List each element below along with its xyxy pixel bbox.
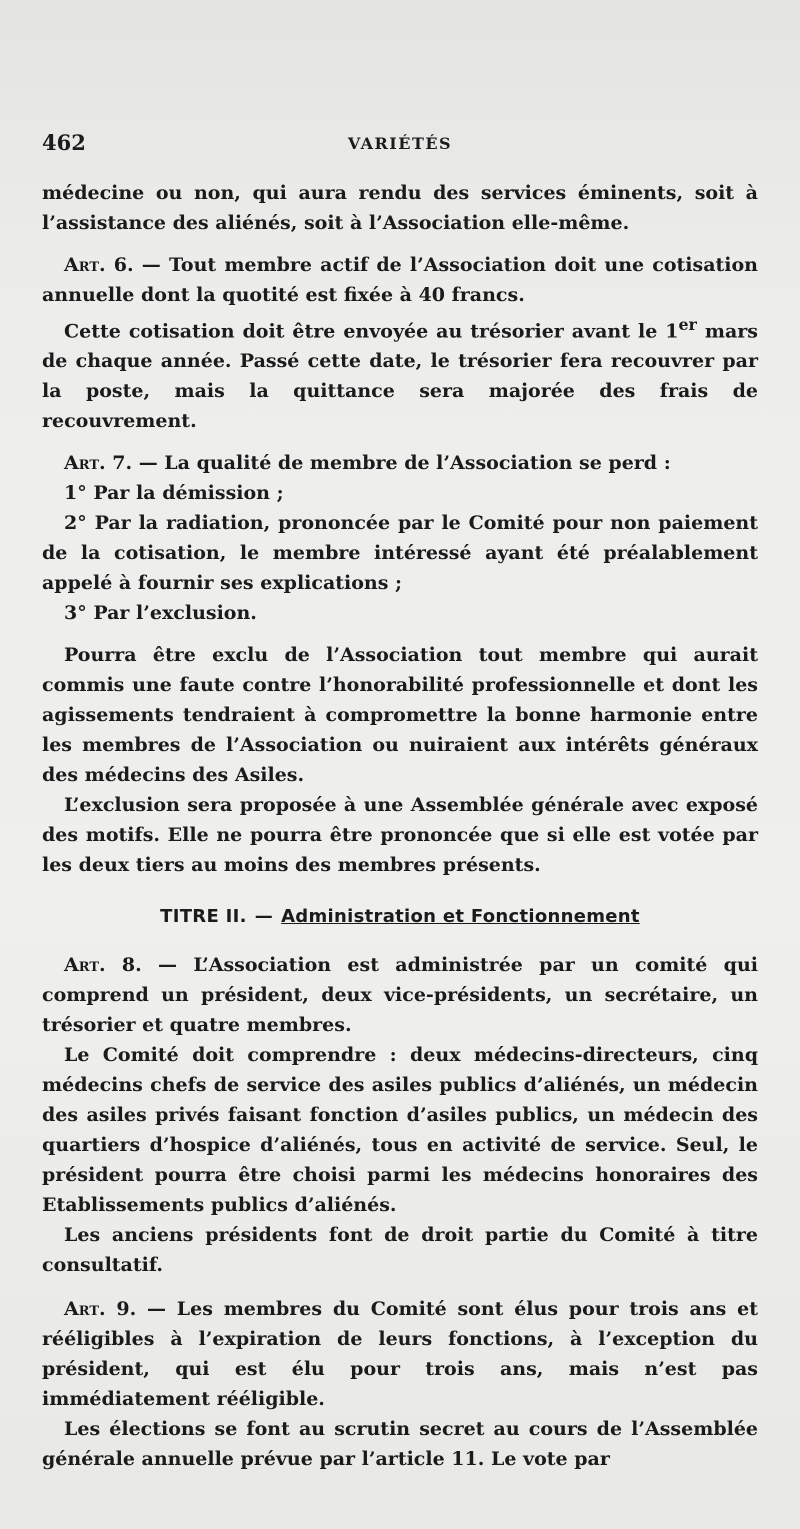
- section-title-prefix: TITRE II.: [160, 906, 247, 928]
- article-6-paragraph-2: [42, 310, 758, 436]
- article-9: [42, 1294, 758, 1414]
- article-6-p2-text-a: Cette cotisation doit être envoyée au trésorier avant le 1: [64, 320, 679, 343]
- article-7-item-2: 2° Par la radiation, prononcée par le Comité pour non paiement de la cotisation, le membre intéressé ayant été préalablement appelé à fournir ses explications ;: [42, 512, 758, 595]
- article-7-label: Art. 7.: [64, 452, 133, 475]
- running-head: VARIÉTÉS: [347, 134, 453, 153]
- article-7: [42, 448, 758, 478]
- article-6-text: — Tout membre actif de l’Association doit une cotisation annuelle dont la quotité est fixée à 40 francs.: [42, 254, 758, 306]
- article-7-item-3: 3° Par l’exclusion.: [64, 602, 257, 625]
- article-6-label: Art. 6.: [64, 254, 134, 276]
- article-6: [42, 250, 758, 310]
- ordinal-superscript: er: [678, 315, 697, 334]
- article-8-label: Art. 8.: [64, 954, 142, 977]
- article-7-paragraph-2: Pourra être exclu de l’Association tout membre qui aurait commis une faute contre l’honorabilité professionnelle et dont les agissements tendraient à compromettre la bonne harmonie entre les membres de l’Association ou nuiraient aux intérêts généraux des médecins des Asiles.: [42, 644, 758, 787]
- article-6-p2-text-b: mars de chaque année. Passé cette date, le trésorier fera recouvrer par la poste, mais la quittance sera majorée des frais de recouvrement.: [42, 320, 758, 433]
- article-7-paragraph-3: L’exclusion sera proposée à une Assemblée générale avec exposé des motifs. Elle ne pourra être prononcée que si elle est votée par les deux tiers au moins des membres présents.: [42, 794, 758, 877]
- page-number: 462: [42, 130, 86, 155]
- paragraph-continuation: médecine ou non, qui aura rendu des services éminents, soit à l’assistance des aliénés, soit à l’Association elle-même.: [42, 182, 758, 234]
- article-9-text: — Les membres du Comité sont élus pour trois ans et rééligibles à l’expiration de leurs fonctions, à l’exception du président, qui est élu pour trois ans, mais n’est pas immédiatement rééligible.: [42, 1298, 758, 1411]
- article-8-paragraph-2: Le Comité doit comprendre : deux médecins-directeurs, cinq médecins chefs de service des asiles publics d’aliénés, un médecin des asiles privés faisant fonction d’asiles publics, un médecin des quartiers d’hospice d’aliénés, tous en activité de service. Seul, le président pourra être choisi parmi les médecins honoraires des Etablissements publics d’aliénés.: [42, 1044, 758, 1217]
- page-header: [42, 130, 758, 164]
- article-9-paragraph-2: Les élections se font au scrutin secret au cours de l’Assemblée générale annuelle prévue par l’article 11. Le vote par: [42, 1418, 758, 1471]
- article-7-item-1: 1° Par la démission ;: [64, 482, 284, 505]
- article-8-paragraph-3: Les anciens présidents font de droit partie du Comité à titre consultatif.: [42, 1224, 758, 1277]
- article-8-text: — L’Association est administrée par un comité qui comprend un président, deux vice-présidents, un secrétaire, un trésorier et quatre membres.: [42, 954, 758, 1037]
- page-body: [42, 178, 758, 1474]
- section-title-name: Administration et Fonctionnement: [281, 906, 640, 928]
- section-title: [42, 902, 758, 932]
- article-7-text: — La qualité de membre de l’Association se perd :: [138, 452, 671, 475]
- article-9-label: Art. 9.: [64, 1298, 137, 1321]
- section-title-dash: —: [254, 906, 274, 928]
- article-8: [42, 950, 758, 1040]
